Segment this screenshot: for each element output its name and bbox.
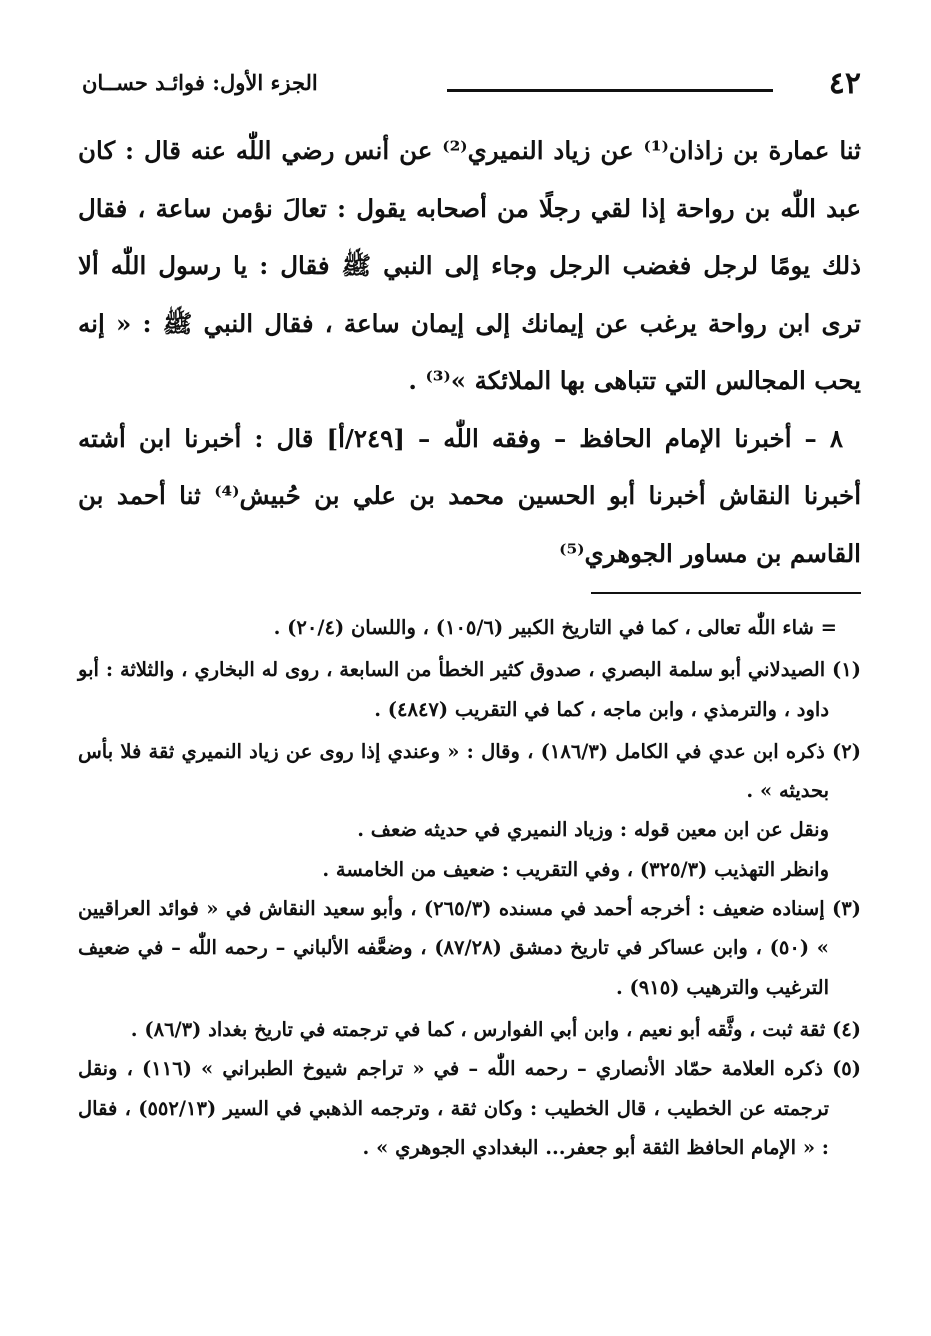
page-header bbox=[82, 62, 861, 106]
footnote-2: (٢) ذكره ابن عدي في الكامل (١٨٦/٣) ، وقال : « وعندي إذا روى عن زياد النميري ثقة فلا بأس بحديثه » . bbox=[78, 739, 861, 803]
footnote-continuation: = شاء اللّٰه تعالى ، كما في التاريخ الكبير (١٠٥/٦) ، واللسان (٢٠/٤) . bbox=[273, 616, 837, 639]
page-number: ٤٢ bbox=[828, 66, 861, 101]
footnote-2-line: ونقل عن ابن معين قوله : وزياد النميري في حديثه ضعف . bbox=[357, 818, 829, 842]
hadith-text: [٢٤٩/أ] قال : أخبرنا ابن أشته أخبرنا النقاش أخبرنا أبو الحسين محمد بن علي بن حُبيش⁽⁴⁾ ثنا أحمد بن القاسم بن مساور الجوهري⁽⁵⁾ bbox=[78, 423, 861, 568]
main-text bbox=[78, 122, 861, 582]
running-title: الجزء الأول: فوائـد حســان bbox=[82, 70, 318, 95]
footnote-2-line: وانظر التهذيب (٣٢٥/٣) ، وفي التقريب : ضعيف من الخامسة . bbox=[322, 857, 829, 881]
footnote-1: (١) الصيدلاني أبو سلمة البصري ، صدوق كثير الخطأ من السابعة ، روى له البخاري ، والثلاثة : أبو داود ، والترمذي ، وابن ماجه ، كما في التقريب (٤٨٤٧) . bbox=[78, 658, 861, 721]
footnote-5: (٥) ذكره العلامة حمّاد الأنصاري – رحمه اللّٰه – في « تراجم شيوخ الطبراني » (١١٦) ، ونقل ترجمته عن الخطيب ، قال الخطيب : وكان ثقة ، وترجمه الذهبي في السير (٥٥٢/١٣) ، فقال : « الإمام الحافظ الثقة أبو جعفر... البغدادي الجوهري » . bbox=[78, 1057, 862, 1159]
footnote-4: (٤) ثقة ثبت ، وثَّقه أبو نعيم ، وابن أبي الفوارس ، كما في ترجمته في تاريخ بغداد (٨٦/٣) . bbox=[130, 1017, 861, 1041]
footnotes bbox=[78, 608, 861, 1167]
footnote-separator bbox=[591, 592, 861, 594]
main-paragraph: ثنا عمارة بن زاذان⁽¹⁾ عن زياد النميري⁽²⁾ عن أنس رضي اللّٰه عنه قال : كان عبد اللّٰه بن رواحة إذا لقي رجلًا من أصحابه يقول : تعالَ نؤمن ساعة ، فقال ذلك يومًا لرجل فغضب الرجل وجاء إلى النبي ﷺ فقال : يا رسول اللّٰه ألا ترى ابن رواحة يرغب عن إيمانك إلى إيمان ساعة ، فقال النبي ﷺ : « إنه يحب المجالس التي تتباهى بها الملائكة »⁽³⁾ . bbox=[78, 136, 861, 395]
hadith-number: ٨ – أخبرنا الإمام الحافظ – وفقه اللّٰه – bbox=[417, 423, 844, 453]
header-rule bbox=[447, 89, 773, 92]
hadith-paragraph bbox=[78, 410, 861, 583]
footnote-3: (٣) إسناده ضعيف : أخرجه أحمد في مسنده (٢٦٥/٣) ، وأبو سعيد النقاش في « فوائد العراقيين » (٥٠) ، وابن عساكر في تاريخ دمشق (٨٧/٢٨) ، وضعَّفه الألباني – رحمه اللّٰه – في ضعيف الترغيب والترهيب (٩١٥) . bbox=[78, 897, 861, 999]
